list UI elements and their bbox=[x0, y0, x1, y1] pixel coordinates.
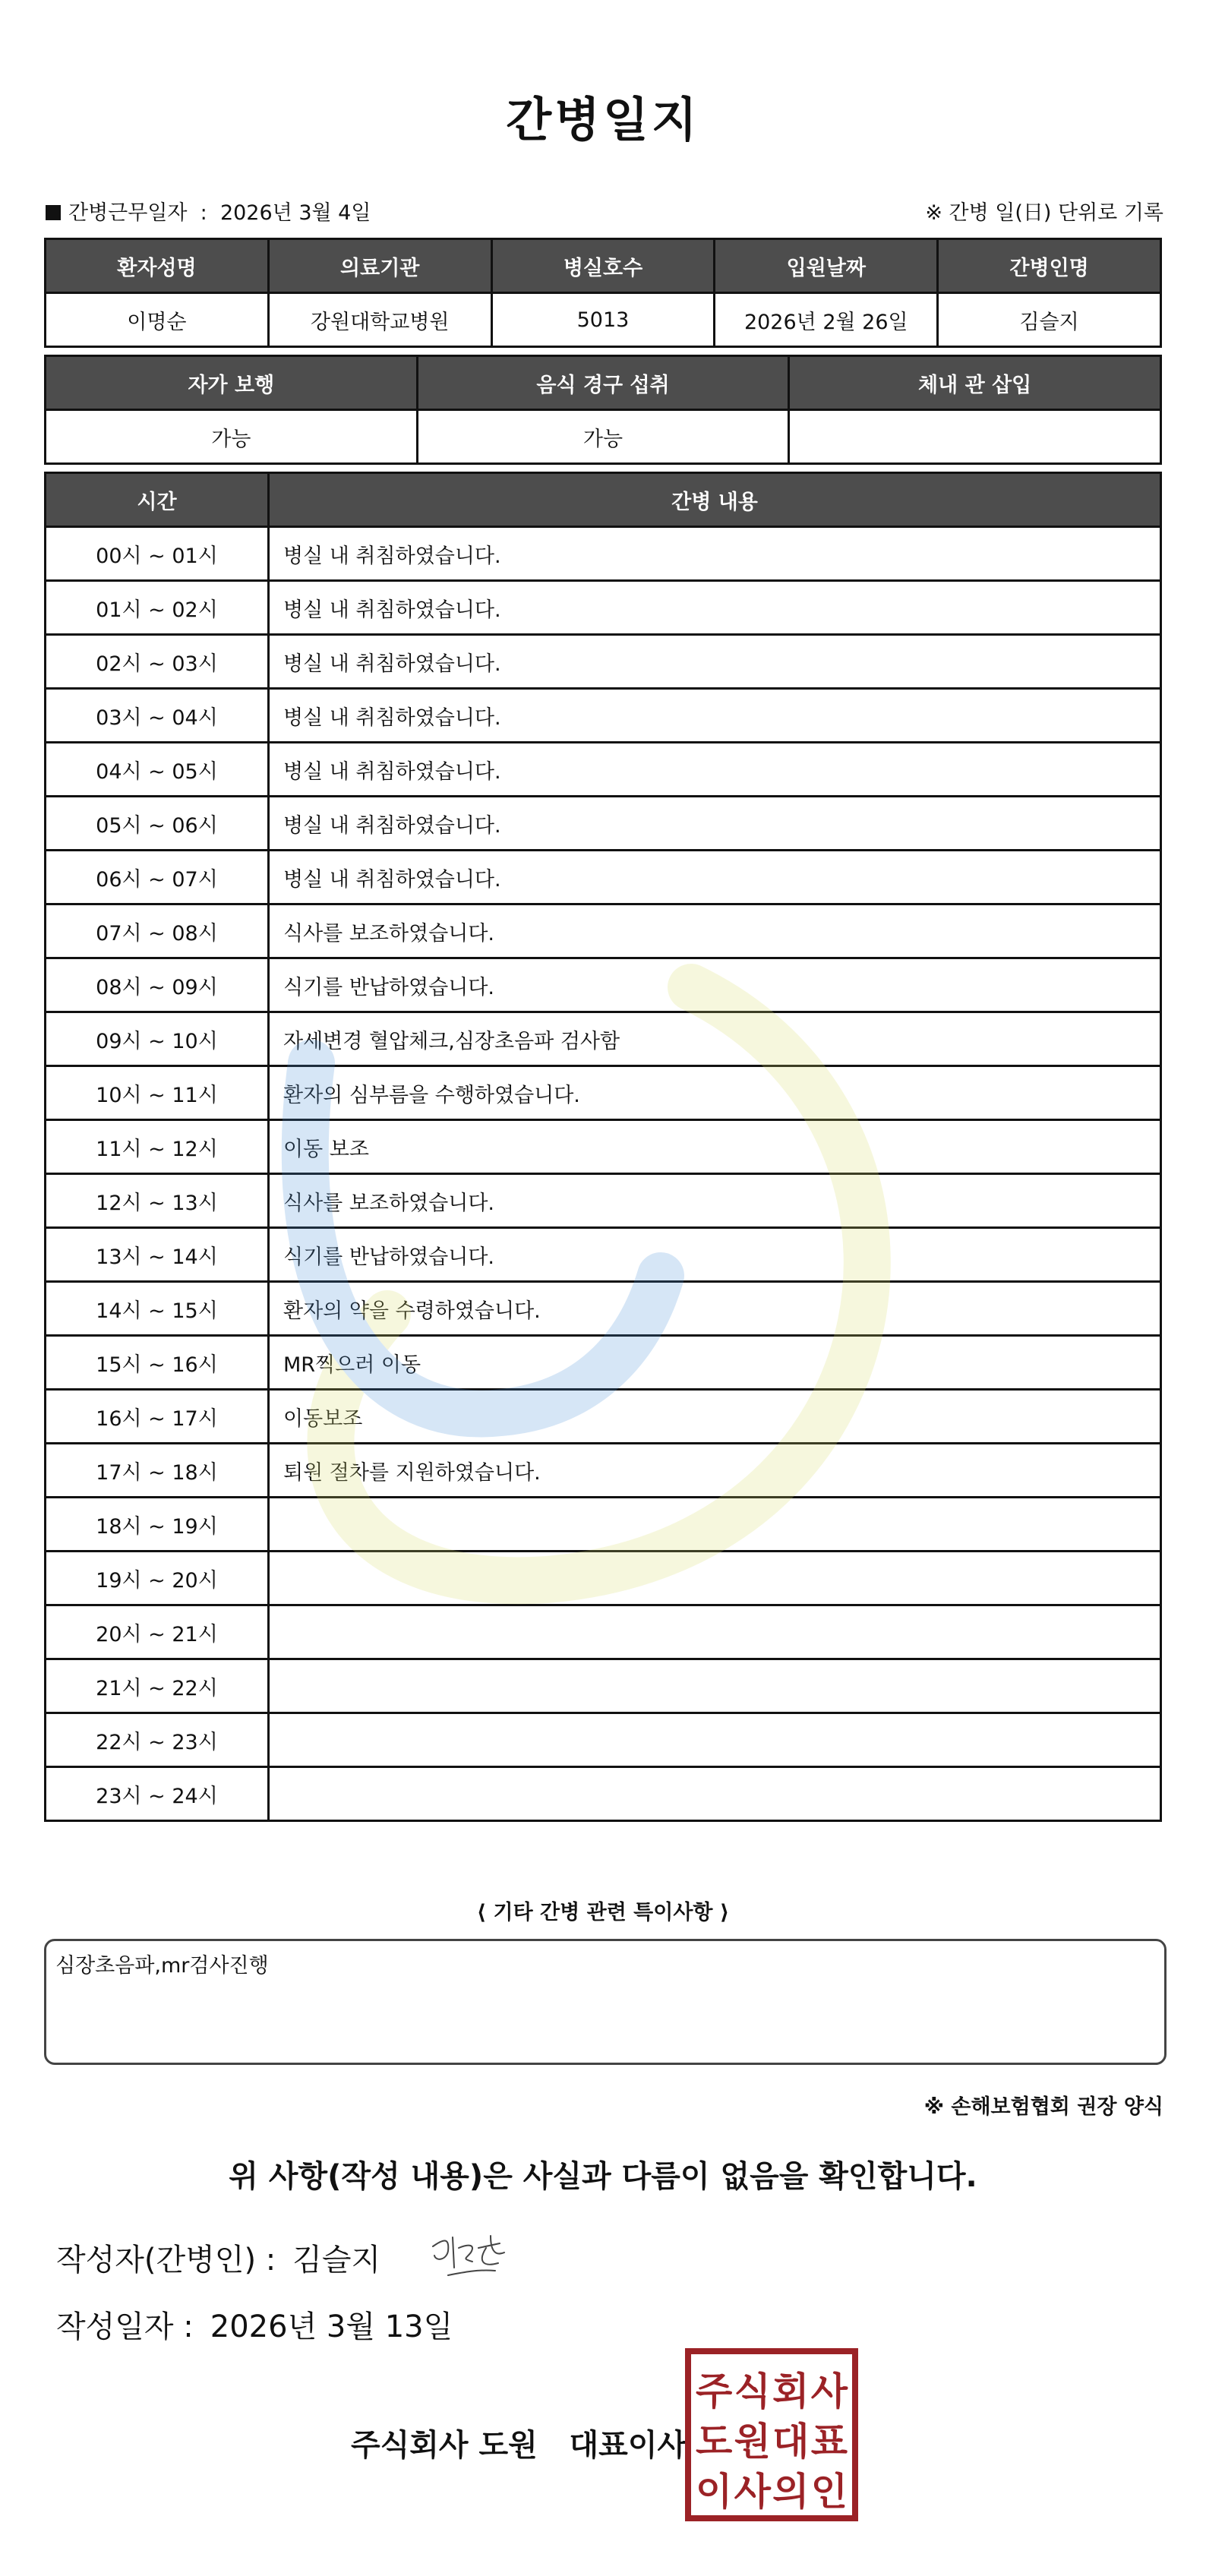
patient-info-header-row bbox=[46, 239, 1161, 293]
col-header-hospital: 의료기관 bbox=[268, 239, 491, 293]
col-header-self-walking: 자가 보행 bbox=[46, 356, 418, 410]
care-log-time: 17시 ~ 18시 bbox=[46, 1444, 269, 1498]
care-log-row bbox=[46, 635, 1161, 689]
room-number: 5013 bbox=[491, 293, 715, 347]
care-log-time: 08시 ~ 09시 bbox=[46, 958, 269, 1012]
care-log-content bbox=[269, 1498, 1161, 1552]
care-log-time: 05시 ~ 06시 bbox=[46, 797, 269, 851]
patient-info-table bbox=[44, 238, 1162, 348]
care-log-time: 19시 ~ 20시 bbox=[46, 1552, 269, 1605]
care-log-row bbox=[46, 1120, 1161, 1174]
confirmation-statement: 위 사항(작성 내용)은 사실과 다름이 없음을 확인합니다. bbox=[229, 2159, 977, 2194]
record-unit-note: ※ 간병 일(日) 단위로 기록 bbox=[925, 201, 1163, 225]
care-log-row bbox=[46, 1174, 1161, 1228]
care-log-time: 10시 ~ 11시 bbox=[46, 1066, 269, 1120]
care-log-row bbox=[46, 1066, 1161, 1120]
care-log-content bbox=[269, 1713, 1161, 1767]
care-log-content: 병실 내 취침하였습니다. bbox=[269, 581, 1161, 635]
self-walking-value: 가능 bbox=[46, 410, 418, 464]
page-title: 간병일지 bbox=[506, 92, 700, 147]
care-log-row bbox=[46, 958, 1161, 1012]
care-log-body bbox=[46, 527, 1161, 1821]
care-log-content: 이동보조 bbox=[269, 1390, 1161, 1444]
patient-info-value-row bbox=[46, 293, 1161, 347]
care-log-time: 21시 ~ 22시 bbox=[46, 1659, 269, 1713]
care-log-row bbox=[46, 1659, 1161, 1713]
care-log-time: 18시 ~ 19시 bbox=[46, 1498, 269, 1552]
care-log-time: 06시 ~ 07시 bbox=[46, 851, 269, 904]
care-log-content: 병실 내 취침하였습니다. bbox=[269, 797, 1161, 851]
care-log-content bbox=[269, 1659, 1161, 1713]
svg-text:이사의인: 이사의인 bbox=[696, 2470, 848, 2514]
col-header-oral-intake: 음식 경구 섭취 bbox=[417, 356, 789, 410]
work-date-separator: : bbox=[200, 201, 207, 225]
tube-insertion-value bbox=[789, 410, 1161, 464]
care-log-time: 02시 ~ 03시 bbox=[46, 635, 269, 689]
care-log-content: 병실 내 취침하였습니다. bbox=[269, 527, 1161, 581]
care-log-row bbox=[46, 1552, 1161, 1605]
write-date-label: 작성일자 : bbox=[56, 2309, 194, 2344]
care-log-content: 환자의 약을 수령하였습니다. bbox=[269, 1282, 1161, 1336]
care-log-row bbox=[46, 1012, 1161, 1066]
care-log-time: 01시 ~ 02시 bbox=[46, 581, 269, 635]
care-log-row bbox=[46, 1228, 1161, 1282]
work-date-value: 2026년 3월 4일 bbox=[219, 201, 371, 225]
care-log-time: 12시 ~ 13시 bbox=[46, 1174, 269, 1228]
writer-label: 작성자(간병인) : bbox=[56, 2243, 276, 2278]
svg-text:도원대표: 도원대표 bbox=[696, 2420, 848, 2464]
care-log-time: 03시 ~ 04시 bbox=[46, 689, 269, 743]
special-notes-box: 심장초음파,mr검사진행 bbox=[44, 1939, 1167, 2065]
care-log-content: 식기를 반납하였습니다. bbox=[269, 1228, 1161, 1282]
care-log-content: 병실 내 취침하였습니다. bbox=[269, 743, 1161, 797]
care-log-content bbox=[269, 1767, 1161, 1821]
care-log-content: MR찍으러 이동 bbox=[269, 1336, 1161, 1390]
care-log-row bbox=[46, 1713, 1161, 1767]
care-log-content: 식기를 반납하였습니다. bbox=[269, 958, 1161, 1012]
care-log-row bbox=[46, 1390, 1161, 1444]
col-header-tube-insertion: 체내 관 삽입 bbox=[789, 356, 1161, 410]
care-log-content: 환자의 심부름을 수행하였습니다. bbox=[269, 1066, 1161, 1120]
care-log-content: 이동 보조 bbox=[269, 1120, 1161, 1174]
col-header-caregiver-name: 간병인명 bbox=[938, 239, 1161, 293]
care-log-row bbox=[46, 1498, 1161, 1552]
care-log-time: 14시 ~ 15시 bbox=[46, 1282, 269, 1336]
patient-name: 이명순 bbox=[46, 293, 269, 347]
care-log-row bbox=[46, 689, 1161, 743]
col-header-patient-name: 환자성명 bbox=[46, 239, 269, 293]
care-log-content: 식사를 보조하였습니다. bbox=[269, 904, 1161, 958]
recommendation-note: ※ 손해보험협회 권장 양식 bbox=[923, 2095, 1163, 2119]
care-log-time: 15시 ~ 16시 bbox=[46, 1336, 269, 1390]
care-log-time: 04시 ~ 05시 bbox=[46, 743, 269, 797]
col-header-care-content: 간병 내용 bbox=[269, 473, 1161, 527]
write-date-value: 2026년 3월 13일 bbox=[210, 2309, 453, 2344]
care-log-row bbox=[46, 851, 1161, 904]
work-date-line bbox=[46, 196, 371, 226]
care-log-time: 13시 ~ 14시 bbox=[46, 1228, 269, 1282]
caregiver-name: 김슬지 bbox=[938, 293, 1161, 347]
handwritten-signature bbox=[425, 2225, 509, 2286]
care-log-header-row bbox=[46, 473, 1161, 527]
special-notes-title: ⟨ 기타 간병 관련 특이사항 ⟩ bbox=[476, 1901, 730, 1924]
care-log-time: 11시 ~ 12시 bbox=[46, 1120, 269, 1174]
care-log-time: 20시 ~ 21시 bbox=[46, 1605, 269, 1659]
care-log-row bbox=[46, 743, 1161, 797]
care-log-content bbox=[269, 1552, 1161, 1605]
care-log-content: 병실 내 취침하였습니다. bbox=[269, 635, 1161, 689]
care-log-row bbox=[46, 527, 1161, 581]
admission-date: 2026년 2월 26일 bbox=[715, 293, 938, 347]
write-date-line bbox=[56, 2303, 453, 2346]
company-representative: 주식회사 도원 대표이사 bbox=[351, 2428, 687, 2463]
care-log-row bbox=[46, 1444, 1161, 1498]
care-log-content: 퇴원 절차를 지원하였습니다. bbox=[269, 1444, 1161, 1498]
care-log-content: 식사를 보조하였습니다. bbox=[269, 1174, 1161, 1228]
svg-text:주식회사: 주식회사 bbox=[696, 2369, 848, 2413]
care-log-row bbox=[46, 1282, 1161, 1336]
patient-status-value-row bbox=[46, 410, 1161, 464]
writer-line bbox=[56, 2236, 380, 2279]
care-log-row bbox=[46, 1605, 1161, 1659]
care-log-row bbox=[46, 581, 1161, 635]
company-seal bbox=[685, 2348, 858, 2521]
care-log-content: 병실 내 취침하였습니다. bbox=[269, 689, 1161, 743]
square-bullet-icon bbox=[46, 205, 61, 220]
oral-intake-value: 가능 bbox=[417, 410, 789, 464]
care-log-time: 22시 ~ 23시 bbox=[46, 1713, 269, 1767]
hourly-care-log-table bbox=[44, 472, 1162, 1822]
writer-name: 김슬지 bbox=[292, 2243, 381, 2278]
work-date-label: 간병근무일자 bbox=[68, 201, 188, 225]
col-header-admission-date: 입원날짜 bbox=[715, 239, 938, 293]
hospital-name: 강원대학교병원 bbox=[268, 293, 491, 347]
patient-status-table bbox=[44, 355, 1162, 465]
care-log-time: 00시 ~ 01시 bbox=[46, 527, 269, 581]
care-log-content: 자세변경 혈압체크,심장초음파 검사함 bbox=[269, 1012, 1161, 1066]
care-log-time: 23시 ~ 24시 bbox=[46, 1767, 269, 1821]
care-log-row bbox=[46, 1336, 1161, 1390]
care-log-content: 병실 내 취침하였습니다. bbox=[269, 851, 1161, 904]
care-log-content bbox=[269, 1605, 1161, 1659]
col-header-room-number: 병실호수 bbox=[491, 239, 715, 293]
patient-status-header-row bbox=[46, 356, 1161, 410]
care-log-time: 07시 ~ 08시 bbox=[46, 904, 269, 958]
care-log-row bbox=[46, 904, 1161, 958]
care-log-row bbox=[46, 797, 1161, 851]
care-log-time: 16시 ~ 17시 bbox=[46, 1390, 269, 1444]
care-log-row bbox=[46, 1767, 1161, 1821]
care-log-time: 09시 ~ 10시 bbox=[46, 1012, 269, 1066]
col-header-time: 시간 bbox=[46, 473, 269, 527]
